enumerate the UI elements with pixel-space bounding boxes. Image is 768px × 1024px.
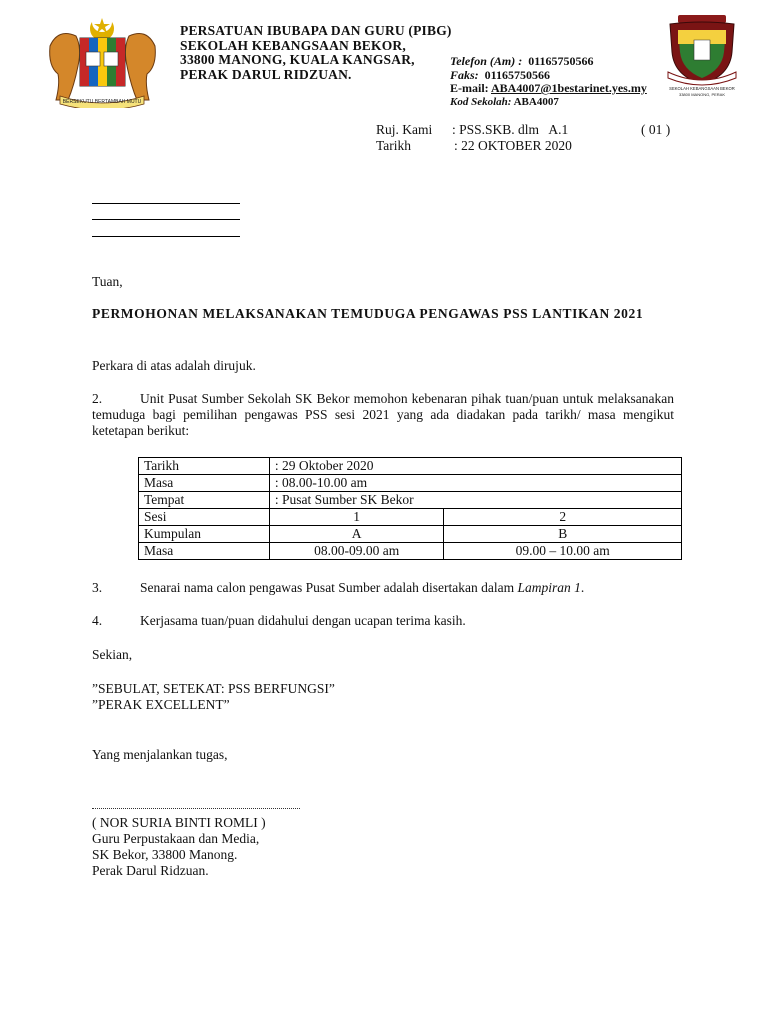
motto-line: ”PERAK EXCELLENT” bbox=[92, 697, 230, 712]
recipient-blank-line[interactable] bbox=[92, 203, 240, 204]
paragraph-4-text: Kerjasama tuan/puan didahului dengan ucapan terima kasih. bbox=[140, 613, 466, 628]
phone-label: Telefon (Am) : bbox=[450, 54, 523, 68]
table-row bbox=[139, 526, 682, 543]
signer-block bbox=[92, 815, 266, 879]
table-row bbox=[139, 475, 682, 492]
date-label: Tarikh bbox=[376, 138, 412, 153]
logo-motto: BERSEKUTU BERTAMBAH MUTU bbox=[62, 99, 142, 105]
salutation: Tuan, bbox=[92, 274, 123, 289]
crest-caption-2: 33800 MANONG, PERAK bbox=[678, 92, 726, 97]
paragraph-number: 4. bbox=[92, 613, 103, 628]
table-cell: Masa bbox=[139, 543, 270, 560]
table-cell: : 29 Oktober 2020 bbox=[269, 458, 681, 475]
motto-line: ”SEBULAT, SETEKAT: PSS BERFUNGSI” bbox=[92, 681, 335, 696]
paragraph-3 bbox=[92, 580, 584, 596]
table-cell: B bbox=[444, 526, 682, 543]
org-line: PERAK DARUL RIDZUAN. bbox=[180, 66, 352, 82]
signer-name: ( NOR SURIA BINTI ROMLI ) bbox=[92, 815, 266, 830]
table-cell: Kumpulan bbox=[139, 526, 270, 543]
table-cell: A bbox=[269, 526, 444, 543]
fax-label: Faks: bbox=[450, 67, 479, 82]
org-line: PERSATUAN IBUBAPA DAN GURU (PIBG) bbox=[180, 23, 452, 38]
table-cell: : Pusat Sumber SK Bekor bbox=[269, 492, 681, 509]
signer-address: Perak Darul Ridzuan. bbox=[92, 863, 209, 878]
closing: Sekian, bbox=[92, 647, 133, 662]
paragraph-1: Perkara di atas adalah dirujuk. bbox=[92, 358, 256, 373]
table-cell: 1 bbox=[269, 509, 444, 526]
fax-value: 01165750566 bbox=[484, 67, 551, 82]
crest-caption-1: SEKOLAH KEBANGSAAN BEKOR bbox=[669, 86, 735, 91]
email-label: E-mail: bbox=[450, 81, 489, 95]
paragraph-3-end: . bbox=[580, 580, 585, 595]
paragraph-number: 3. bbox=[92, 580, 103, 595]
recipient-blank-line[interactable] bbox=[92, 236, 240, 237]
signature-line[interactable] bbox=[92, 808, 300, 809]
paragraph-2-text: Unit Pusat Sumber Sekolah SK Bekor memohon kebenaran pihak tuan/puan untuk melaksanakan temuduga bagi pemilihan pengawas PSS sesi 2021 yang ada diadakan pada tarikh/ masa mengikut ketetapan berikut: bbox=[92, 391, 674, 438]
org-line: SEKOLAH KEBANGSAAN BEKOR, bbox=[180, 37, 406, 53]
contact-block bbox=[450, 55, 647, 109]
ruj-value: : PSS.SKB. dlm A.1 bbox=[452, 122, 569, 137]
org-line: 33800 MANONG, KUALA KANGSAR, bbox=[180, 52, 415, 67]
paragraph-number: 2. bbox=[92, 391, 103, 406]
schedule-table bbox=[138, 457, 682, 560]
code-value: ABA4007 bbox=[513, 95, 559, 108]
sign-intro: Yang menjalankan tugas, bbox=[92, 747, 228, 762]
motto-block bbox=[92, 681, 335, 713]
date-value: : 22 OKTOBER 2020 bbox=[454, 138, 572, 153]
table-cell: 09.00 – 10.00 am bbox=[444, 543, 682, 560]
paragraph-2 bbox=[92, 391, 674, 439]
code-label: Kod Sekolah: bbox=[450, 95, 512, 108]
signer-title: Guru Perpustakaan dan Media, bbox=[92, 831, 260, 846]
table-row bbox=[139, 509, 682, 526]
coat-of-arms-logo bbox=[40, 16, 165, 108]
table-row bbox=[139, 543, 682, 560]
appendix-ref: Lampiran 1 bbox=[517, 580, 581, 595]
signer-address: SK Bekor, 33800 Manong. bbox=[92, 847, 238, 862]
subject-heading: PERMOHONAN MELAKSANAKAN TEMUDUGA PENGAWAS PSS LANTIKAN 2021 bbox=[92, 306, 644, 321]
phone-value: 01165750566 bbox=[528, 54, 594, 68]
table-row bbox=[139, 458, 682, 475]
paragraph-3-text: Senarai nama calon pengawas Pusat Sumber adalah disertakan dalam bbox=[140, 580, 518, 595]
org-header bbox=[180, 24, 452, 82]
ruj-number: ( 01 ) bbox=[641, 122, 671, 137]
table-cell: : 08.00-10.00 am bbox=[269, 475, 681, 492]
table-cell: 2 bbox=[444, 509, 682, 526]
table-cell: Tarikh bbox=[139, 458, 270, 475]
reference-block bbox=[376, 122, 686, 154]
email-link[interactable]: ABA4007@1bestarinet.yes.my bbox=[491, 81, 647, 95]
recipient-blank-line[interactable] bbox=[92, 219, 240, 220]
ruj-label: Ruj. Kami bbox=[376, 122, 433, 137]
table-cell: Masa bbox=[139, 475, 270, 492]
paragraph-4 bbox=[92, 613, 466, 629]
table-cell: 08.00-09.00 am bbox=[269, 543, 444, 560]
school-crest-logo bbox=[662, 14, 742, 100]
table-cell: Sesi bbox=[139, 509, 270, 526]
table-row bbox=[139, 492, 682, 509]
table-cell: Tempat bbox=[139, 492, 270, 509]
